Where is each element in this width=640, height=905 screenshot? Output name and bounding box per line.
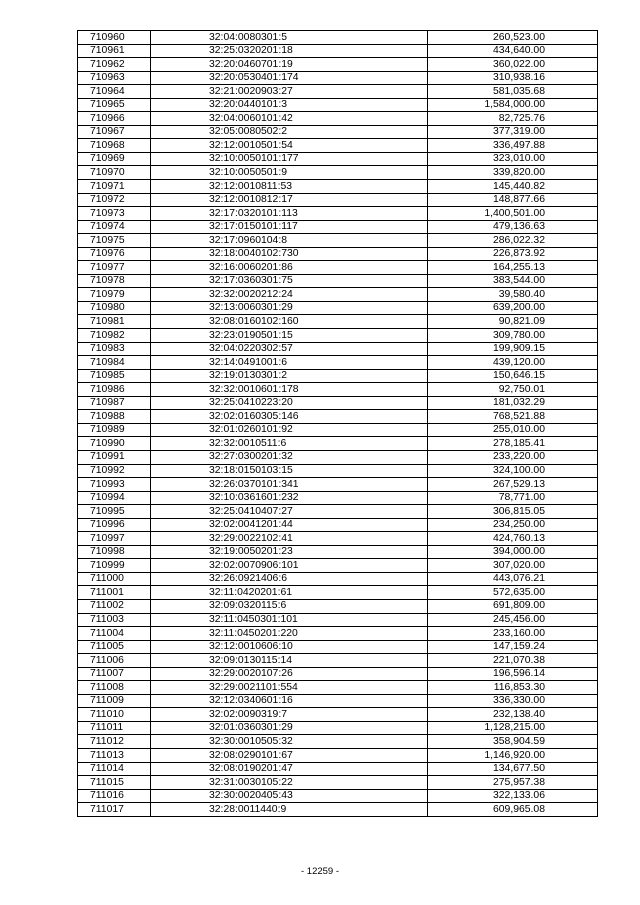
table-row (78, 572, 598, 586)
cadastral-number-cell: 32:30:0010505:32 (151, 735, 428, 749)
value-cell: 1,146,920.00 (428, 748, 598, 762)
table-body (78, 31, 598, 817)
record-number-cell: 711010 (78, 708, 151, 722)
record-number-cell: 710968 (78, 139, 151, 153)
value-cell: 691,809.00 (428, 599, 598, 613)
table-row (78, 247, 598, 261)
value-cell: 339,820.00 (428, 166, 598, 180)
cadastral-number-cell: 32:18:0040102:730 (151, 247, 428, 261)
cadastral-number-cell: 32:16:0060201:86 (151, 261, 428, 275)
table-row (78, 31, 598, 45)
value-cell: 233,160.00 (428, 627, 598, 641)
cadastral-number-cell: 32:32:0010601:178 (151, 383, 428, 397)
table-row (78, 586, 598, 600)
table-row (78, 396, 598, 410)
record-number-cell: 711003 (78, 613, 151, 627)
cadastral-number-cell: 32:12:0010501:54 (151, 139, 428, 153)
cadastral-number-cell: 32:11:0450301:101 (151, 613, 428, 627)
cadastral-number-cell: 32:29:0022102:41 (151, 532, 428, 546)
table-row (78, 694, 598, 708)
value-cell: 306,815.05 (428, 505, 598, 519)
record-number-cell: 710992 (78, 464, 151, 478)
value-cell: 358,904.59 (428, 735, 598, 749)
cadastral-number-cell: 32:08:0160102:160 (151, 315, 428, 329)
table-row (78, 450, 598, 464)
record-number-cell: 710978 (78, 274, 151, 288)
value-cell: 336,497.88 (428, 139, 598, 153)
cadastral-number-cell: 32:02:0070906:101 (151, 559, 428, 573)
cadastral-number-cell: 32:27:0300201:32 (151, 450, 428, 464)
cadastral-number-cell: 32:12:0010812:17 (151, 193, 428, 207)
record-number-cell: 710997 (78, 532, 151, 546)
table-row (78, 762, 598, 776)
record-number-cell: 710967 (78, 125, 151, 139)
cadastral-number-cell: 32:09:0320115:6 (151, 599, 428, 613)
value-cell: 479,136.63 (428, 220, 598, 234)
cadastral-number-cell: 32:02:0090319:7 (151, 708, 428, 722)
table-row (78, 423, 598, 437)
table-row (78, 654, 598, 668)
record-number-cell: 711011 (78, 721, 151, 735)
table-row (78, 735, 598, 749)
table-row (78, 329, 598, 343)
record-number-cell: 711013 (78, 748, 151, 762)
cadastral-number-cell: 32:10:0050101:177 (151, 152, 428, 166)
value-cell: 245,456.00 (428, 613, 598, 627)
record-number-cell: 710979 (78, 288, 151, 302)
value-cell: 232,138.40 (428, 708, 598, 722)
table-row (78, 410, 598, 424)
record-number-cell: 710973 (78, 207, 151, 221)
value-cell: 164,255.13 (428, 261, 598, 275)
table-row (78, 71, 598, 85)
value-cell: 134,677.50 (428, 762, 598, 776)
record-number-cell: 710982 (78, 329, 151, 343)
cadastral-number-cell: 32:28:0011440:9 (151, 803, 428, 817)
cadastral-number-cell: 32:09:0130115:14 (151, 654, 428, 668)
value-cell: 150,646.15 (428, 369, 598, 383)
record-number-cell: 710996 (78, 518, 151, 532)
record-number-cell: 710993 (78, 478, 151, 492)
table-row (78, 85, 598, 99)
value-cell: 394,000.00 (428, 545, 598, 559)
record-number-cell: 710960 (78, 31, 151, 45)
record-number-cell: 711004 (78, 627, 151, 641)
value-cell: 116,853.30 (428, 681, 598, 695)
table-row (78, 315, 598, 329)
value-cell: 286,022.32 (428, 234, 598, 248)
cadastral-number-cell: 32:25:0320201:18 (151, 44, 428, 58)
cadastral-number-cell: 32:08:0290101:67 (151, 748, 428, 762)
record-number-cell: 710989 (78, 423, 151, 437)
value-cell: 424,760.13 (428, 532, 598, 546)
value-cell: 267,529.13 (428, 478, 598, 492)
record-number-cell: 711009 (78, 694, 151, 708)
record-number-cell: 711002 (78, 599, 151, 613)
value-cell: 639,200.00 (428, 301, 598, 315)
record-number-cell: 710971 (78, 180, 151, 194)
record-number-cell: 711008 (78, 681, 151, 695)
value-cell: 434,640.00 (428, 44, 598, 58)
cadastral-number-cell: 32:32:0010511:6 (151, 437, 428, 451)
table-row (78, 708, 598, 722)
table-row (78, 193, 598, 207)
table-row (78, 437, 598, 451)
table-row (78, 261, 598, 275)
cadastral-number-cell: 32:04:0080301:5 (151, 31, 428, 45)
record-number-cell: 711015 (78, 776, 151, 790)
table-row (78, 98, 598, 112)
record-number-cell: 710974 (78, 220, 151, 234)
value-cell: 148,877.66 (428, 193, 598, 207)
value-cell: 196,596.14 (428, 667, 598, 681)
record-number-cell: 710981 (78, 315, 151, 329)
value-cell: 221,070.38 (428, 654, 598, 668)
cadastral-number-cell: 32:29:0021101:554 (151, 681, 428, 695)
value-cell: 377,319.00 (428, 125, 598, 139)
table-row (78, 681, 598, 695)
cadastral-number-cell: 32:13:0060301:29 (151, 301, 428, 315)
record-number-cell: 710966 (78, 112, 151, 126)
cadastral-number-cell: 32:32:0020212:24 (151, 288, 428, 302)
record-number-cell: 710985 (78, 369, 151, 383)
cadastral-number-cell: 32:11:0450201:220 (151, 627, 428, 641)
record-number-cell: 710983 (78, 342, 151, 356)
record-number-cell: 711001 (78, 586, 151, 600)
value-cell: 322,133.06 (428, 789, 598, 803)
record-number-cell: 710962 (78, 58, 151, 72)
cadastral-number-cell: 32:05:0080502:2 (151, 125, 428, 139)
cadastral-number-cell: 32:29:0020107:26 (151, 667, 428, 681)
record-number-cell: 711017 (78, 803, 151, 817)
table-row (78, 640, 598, 654)
table-row (78, 58, 598, 72)
record-number-cell: 710972 (78, 193, 151, 207)
table-row (78, 369, 598, 383)
record-number-cell: 710990 (78, 437, 151, 451)
value-cell: 1,400,501.00 (428, 207, 598, 221)
table-row (78, 342, 598, 356)
record-number-cell: 710987 (78, 396, 151, 410)
value-cell: 1,584,000.00 (428, 98, 598, 112)
cadastral-number-cell: 32:21:0020903:27 (151, 85, 428, 99)
table-row (78, 545, 598, 559)
cadastral-number-cell: 32:14:0491001:6 (151, 356, 428, 370)
record-number-cell: 710977 (78, 261, 151, 275)
value-cell: 443,076.21 (428, 572, 598, 586)
table-row (78, 207, 598, 221)
record-number-cell: 710965 (78, 98, 151, 112)
table-row (78, 112, 598, 126)
table-row (78, 667, 598, 681)
table-row (78, 599, 598, 613)
record-number-cell: 710970 (78, 166, 151, 180)
table-row (78, 721, 598, 735)
cadastral-number-cell: 32:20:0460701:19 (151, 58, 428, 72)
record-number-cell: 710988 (78, 410, 151, 424)
cadastral-number-cell: 32:17:0360301:75 (151, 274, 428, 288)
cadastral-number-cell: 32:17:0150101:117 (151, 220, 428, 234)
record-number-cell: 711016 (78, 789, 151, 803)
cadastral-number-cell: 32:20:0530401:174 (151, 71, 428, 85)
cadastral-number-cell: 32:02:0041201:44 (151, 518, 428, 532)
table-row (78, 789, 598, 803)
cadastral-number-cell: 32:12:0340601:16 (151, 694, 428, 708)
value-cell: 233,220.00 (428, 450, 598, 464)
page-number: - 12259 - (300, 866, 340, 877)
record-number-cell: 710980 (78, 301, 151, 315)
cadastral-number-cell: 32:20:0440101:3 (151, 98, 428, 112)
cadastral-number-cell: 32:30:0020405:43 (151, 789, 428, 803)
table-row (78, 152, 598, 166)
record-number-cell: 711006 (78, 654, 151, 668)
table-row (78, 274, 598, 288)
record-number-cell: 710976 (78, 247, 151, 261)
table-row (78, 125, 598, 139)
cadastral-number-cell: 32:19:0050201:23 (151, 545, 428, 559)
cadastral-number-cell: 32:26:0370101:341 (151, 478, 428, 492)
cadastral-number-cell: 32:02:0160305:146 (151, 410, 428, 424)
cadastral-number-cell: 32:04:0220302:57 (151, 342, 428, 356)
cadastral-number-cell: 32:23:0190501:15 (151, 329, 428, 343)
cadastral-number-cell: 32:26:0921406:6 (151, 572, 428, 586)
value-cell: 90,821.09 (428, 315, 598, 329)
cadastral-number-cell: 32:25:0410223:20 (151, 396, 428, 410)
record-number-cell: 711007 (78, 667, 151, 681)
value-cell: 199,909.15 (428, 342, 598, 356)
table-row (78, 491, 598, 505)
record-number-cell: 711012 (78, 735, 151, 749)
table-row (78, 559, 598, 573)
value-cell: 260,523.00 (428, 31, 598, 45)
table-row (78, 518, 598, 532)
record-number-cell: 710984 (78, 356, 151, 370)
record-number-cell: 710994 (78, 491, 151, 505)
cadastral-number-cell: 32:01:0360301:29 (151, 721, 428, 735)
cadastral-number-cell: 32:17:0320101:113 (151, 207, 428, 221)
value-cell: 383,544.00 (428, 274, 598, 288)
value-cell: 145,440.82 (428, 180, 598, 194)
table-row (78, 166, 598, 180)
table-row (78, 803, 598, 817)
value-cell: 310,938.16 (428, 71, 598, 85)
value-cell: 234,250.00 (428, 518, 598, 532)
table-row (78, 478, 598, 492)
record-number-cell: 710999 (78, 559, 151, 573)
record-number-cell: 711005 (78, 640, 151, 654)
record-number-cell: 711000 (78, 572, 151, 586)
value-cell: 609,965.08 (428, 803, 598, 817)
table-row (78, 301, 598, 315)
cadastral-number-cell: 32:01:0260101:92 (151, 423, 428, 437)
record-number-cell: 710975 (78, 234, 151, 248)
value-cell: 581,035.68 (428, 85, 598, 99)
record-number-cell: 710998 (78, 545, 151, 559)
cadastral-number-cell: 32:12:0010606:10 (151, 640, 428, 654)
value-cell: 336,330.00 (428, 694, 598, 708)
value-cell: 92,750.01 (428, 383, 598, 397)
value-cell: 324,100.00 (428, 464, 598, 478)
record-number-cell: 710991 (78, 450, 151, 464)
cadastral-number-cell: 32:10:0050501:9 (151, 166, 428, 180)
table-row (78, 220, 598, 234)
table-row (78, 532, 598, 546)
table-row (78, 613, 598, 627)
record-number-cell: 710963 (78, 71, 151, 85)
value-cell: 572,635.00 (428, 586, 598, 600)
value-cell: 39,580.40 (428, 288, 598, 302)
table-row (78, 44, 598, 58)
table-row (78, 288, 598, 302)
value-cell: 181,032.29 (428, 396, 598, 410)
table-row (78, 356, 598, 370)
record-number-cell: 710969 (78, 152, 151, 166)
table-row (78, 234, 598, 248)
record-number-cell: 710961 (78, 44, 151, 58)
cadastral-number-cell: 32:17:0960104:8 (151, 234, 428, 248)
value-cell: 307,020.00 (428, 559, 598, 573)
value-cell: 360,022.00 (428, 58, 598, 72)
table-row (78, 627, 598, 641)
table-row (78, 505, 598, 519)
table-row (78, 180, 598, 194)
table-row (78, 776, 598, 790)
cadastral-number-cell: 32:12:0010811:53 (151, 180, 428, 194)
value-cell: 78,771.00 (428, 491, 598, 505)
value-cell: 226,873.92 (428, 247, 598, 261)
cadastral-number-cell: 32:11:0420201:61 (151, 586, 428, 600)
record-number-cell: 710964 (78, 85, 151, 99)
cadastral-number-cell: 32:19:0130301:2 (151, 369, 428, 383)
value-cell: 82,725.76 (428, 112, 598, 126)
cadastral-number-cell: 32:18:0150103:15 (151, 464, 428, 478)
cadastral-number-cell: 32:08:0190201:47 (151, 762, 428, 776)
registry-table (77, 30, 598, 817)
value-cell: 439,120.00 (428, 356, 598, 370)
value-cell: 275,957.38 (428, 776, 598, 790)
record-number-cell: 710986 (78, 383, 151, 397)
value-cell: 309,780.00 (428, 329, 598, 343)
cadastral-number-cell: 32:25:0410407:27 (151, 505, 428, 519)
table-row (78, 383, 598, 397)
value-cell: 278,185.41 (428, 437, 598, 451)
value-cell: 1,128,215.00 (428, 721, 598, 735)
cadastral-number-cell: 32:10:0361601:232 (151, 491, 428, 505)
cadastral-number-cell: 32:04:0060101:42 (151, 112, 428, 126)
value-cell: 323,010.00 (428, 152, 598, 166)
record-number-cell: 710995 (78, 505, 151, 519)
record-number-cell: 711014 (78, 762, 151, 776)
table-row (78, 464, 598, 478)
value-cell: 147,159.24 (428, 640, 598, 654)
table-row (78, 748, 598, 762)
table-row (78, 139, 598, 153)
value-cell: 768,521.88 (428, 410, 598, 424)
cadastral-number-cell: 32:31:0030105:22 (151, 776, 428, 790)
value-cell: 255,010.00 (428, 423, 598, 437)
